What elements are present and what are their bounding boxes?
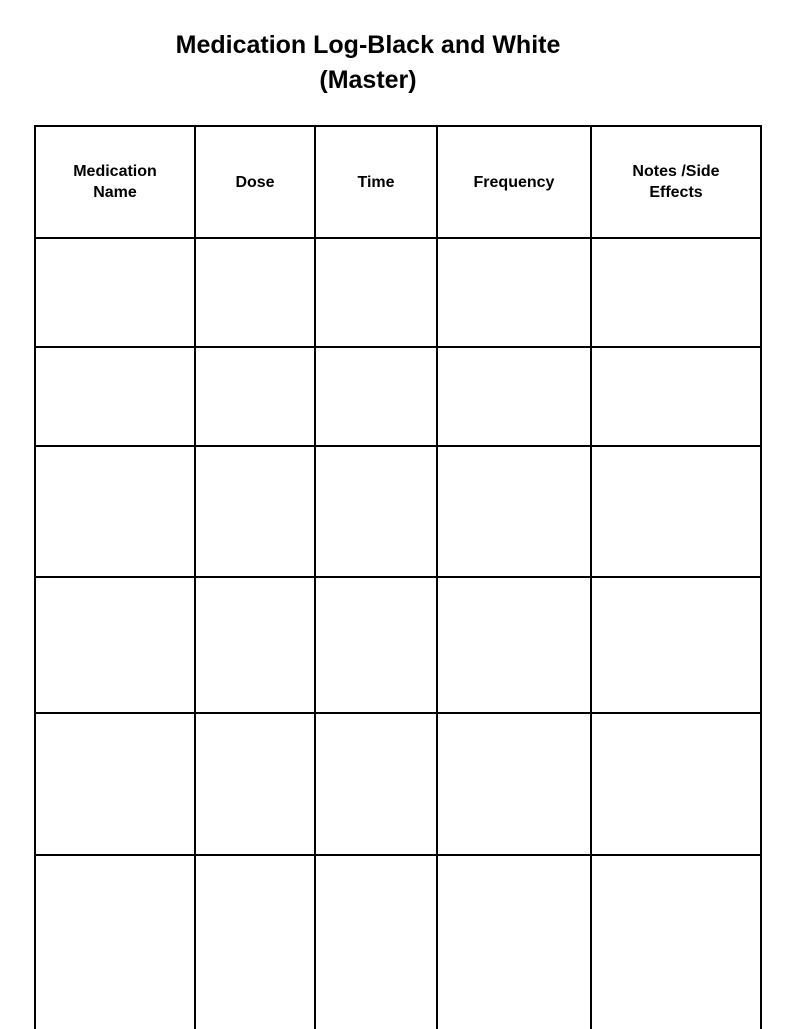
cell-frequency[interactable] [437,855,591,1029]
column-header-medication-name [35,126,195,238]
table-row [35,347,761,446]
cell-time[interactable] [315,347,437,446]
cell-medication-name[interactable] [35,577,195,713]
column-header-label: Frequency [473,173,555,191]
table-row [35,446,761,577]
cell-time[interactable] [315,577,437,713]
cell-dose[interactable] [195,347,315,446]
cell-frequency[interactable] [437,238,591,347]
table-row [35,577,761,713]
cell-medication-name[interactable] [35,446,195,577]
cell-notes-side-effects[interactable] [591,577,761,713]
cell-frequency[interactable] [437,347,591,446]
column-header-frequency [437,126,591,238]
cell-medication-name[interactable] [35,238,195,347]
medication-log-table [34,125,762,1029]
page-title-line-2: (Master) [319,66,417,94]
column-header-notes-side-effects [591,126,761,238]
cell-dose[interactable] [195,577,315,713]
column-header-label: Time [357,173,395,191]
cell-frequency[interactable] [437,577,591,713]
cell-medication-name[interactable] [35,855,195,1029]
cell-notes-side-effects[interactable] [591,713,761,855]
page-title-line-1: Medication Log-Black and White [175,31,561,59]
cell-medication-name[interactable] [35,713,195,855]
cell-medication-name[interactable] [35,347,195,446]
column-header-dose [195,126,315,238]
cell-notes-side-effects[interactable] [591,855,761,1029]
cell-dose[interactable] [195,855,315,1029]
page-title [170,28,566,98]
cell-time[interactable] [315,855,437,1029]
cell-notes-side-effects[interactable] [591,238,761,347]
cell-notes-side-effects[interactable] [591,446,761,577]
column-header-label: Notes /Side Effects [632,163,720,201]
cell-notes-side-effects[interactable] [591,347,761,446]
cell-time[interactable] [315,238,437,347]
cell-frequency[interactable] [437,446,591,577]
table-row [35,713,761,855]
column-header-label: Medication Name [73,163,157,201]
cell-dose[interactable] [195,446,315,577]
cell-dose[interactable] [195,713,315,855]
column-header-time [315,126,437,238]
cell-dose[interactable] [195,238,315,347]
cell-time[interactable] [315,446,437,577]
table-row [35,238,761,347]
column-header-label: Dose [235,173,275,191]
cell-time[interactable] [315,713,437,855]
table-header-row [35,126,761,238]
table-row [35,855,761,1029]
cell-frequency[interactable] [437,713,591,855]
